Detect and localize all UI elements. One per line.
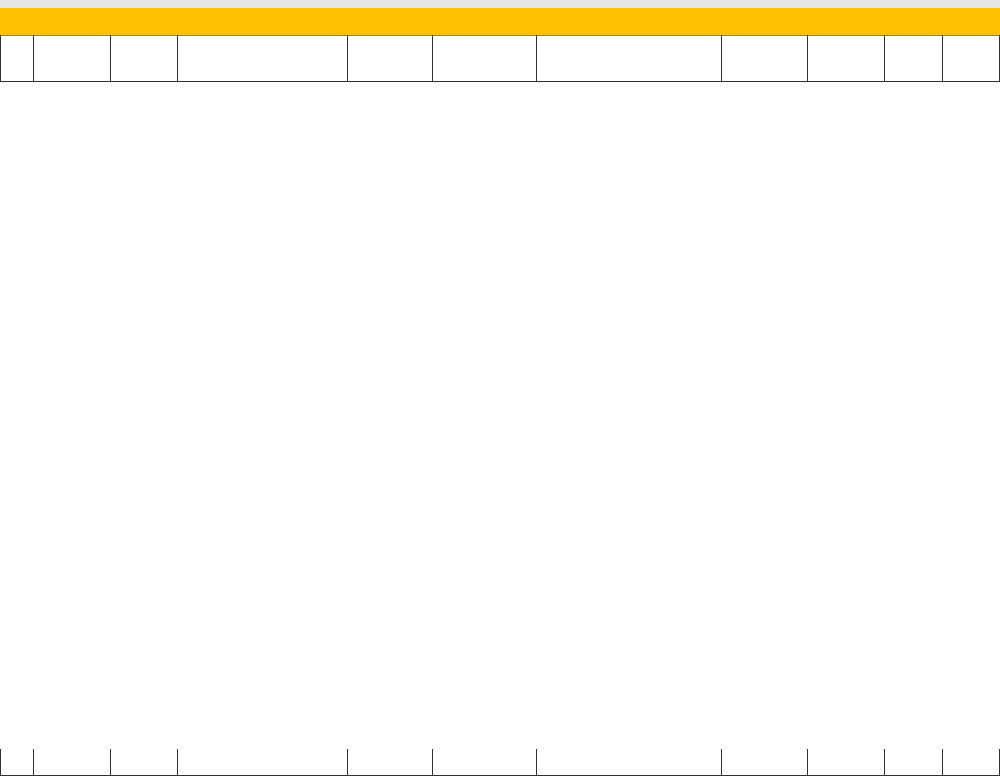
total-blank-e[interactable] bbox=[348, 749, 433, 776]
total-blank-f[interactable] bbox=[433, 749, 537, 776]
header-hospital[interactable] bbox=[537, 35, 722, 82]
header-doctor[interactable] bbox=[433, 35, 537, 82]
header-row bbox=[0, 35, 1000, 82]
header-purchase-amount[interactable] bbox=[808, 35, 885, 82]
header-total[interactable] bbox=[943, 35, 1000, 82]
header-no[interactable] bbox=[0, 35, 34, 82]
total-blank-g[interactable] bbox=[537, 749, 722, 776]
header-unit-price[interactable] bbox=[722, 35, 808, 82]
total-amount-label[interactable] bbox=[178, 749, 348, 776]
total-purchase[interactable] bbox=[808, 749, 885, 776]
total-row bbox=[0, 749, 1000, 776]
total-blank-h[interactable] bbox=[722, 749, 808, 776]
grand-total[interactable] bbox=[943, 749, 1000, 776]
total-blank-b[interactable] bbox=[34, 749, 111, 776]
header-received[interactable] bbox=[34, 35, 111, 82]
total-shipping[interactable] bbox=[885, 749, 943, 776]
total-blank-a[interactable] bbox=[0, 749, 34, 776]
total-label[interactable] bbox=[111, 749, 178, 776]
header-qty[interactable] bbox=[348, 35, 433, 82]
sheet-title bbox=[0, 8, 1000, 35]
header-shipping[interactable] bbox=[885, 35, 943, 82]
header-form[interactable] bbox=[111, 35, 178, 82]
header-items[interactable] bbox=[178, 35, 348, 82]
